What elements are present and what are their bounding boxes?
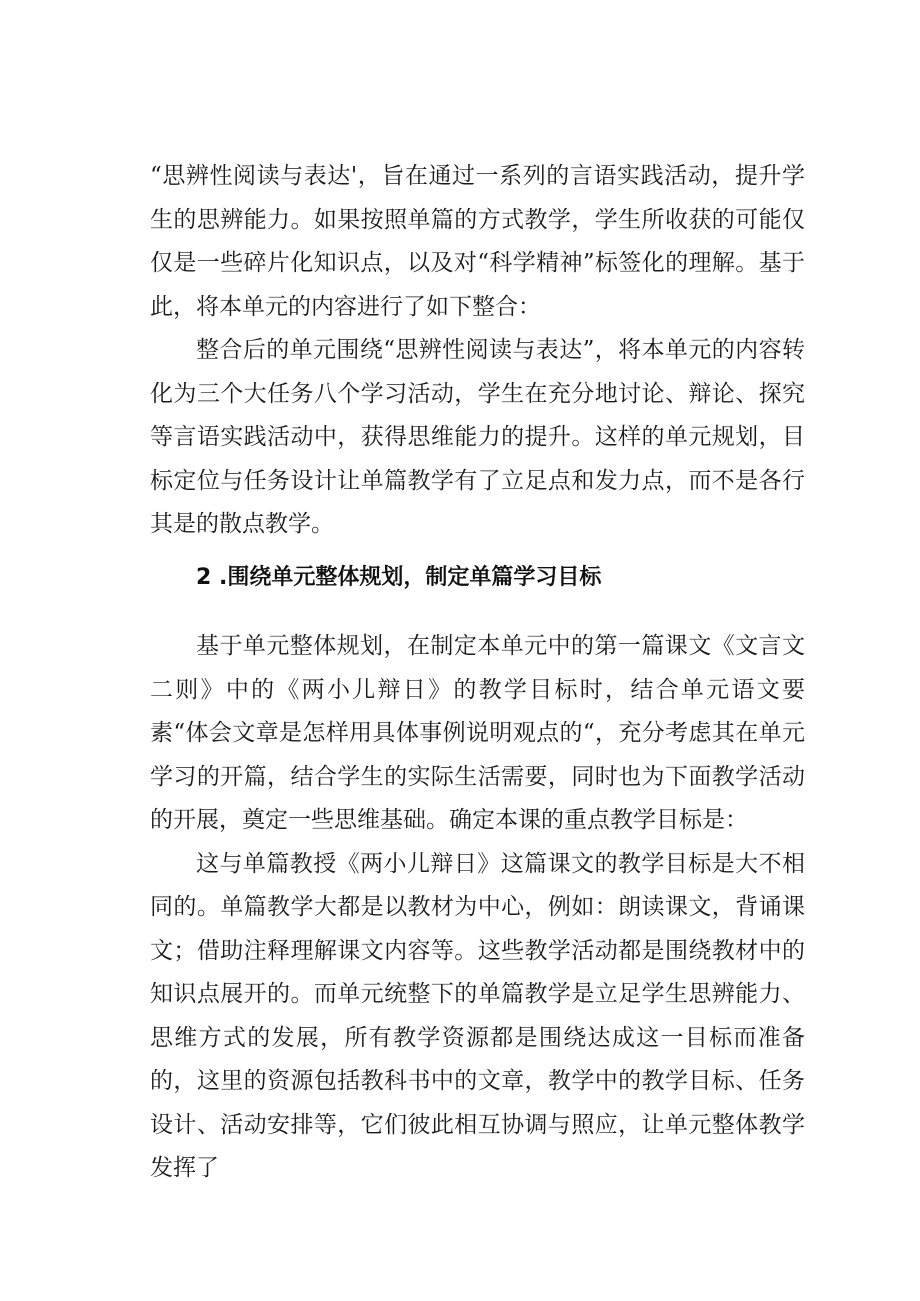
paragraph-3: 基于单元整体规划，在制定本单元中的第一篇课文《文言文二则》中的《两小儿辩日》的教学目标时，结合单元语文要素“体会文章是怎样用具体事例说明观点的“，充分考虑其在单元学习的开篇，结合学生的实际生活需要，同时也为下面教学活动的开展，奠定一些思维基础。确定本课的重点教学目标是： bbox=[150, 633, 805, 833]
paragraph-2: 整合后的单元围绕“思辨性阅读与表达”，将本单元的内容转化为三个大任务八个学习活动，学生在充分地讨论、辩论、探究等言语实践活动中，获得思维能力的提升。这样的单元规划，目标定位与任务设计让单篇教学有了立足点和发力点，而不是各行其是的散点教学。 bbox=[150, 337, 805, 537]
section-heading: 2 .围绕单元整体规划，制定单篇学习目标 bbox=[196, 564, 602, 590]
paragraph-1: “思辨性阅读与表达'，旨在通过一系列的言语实践活动，提升学生的思辨能力。如果按照单篇的方式教学，学生所收获的可能仅仅是一些碎片化知识点，以及对“科学精神”标签化的理解。基于此，将本单元的内容进行了如下整合： bbox=[150, 163, 805, 320]
paragraph-4: 这与单篇教授《两小儿辩日》这篇课文的教学目标是大不相同的。单篇教学大都是以教材为中心，例如：朗读课文，背诵课文；借助注释理解课文内容等。这些教学活动都是围绕教材中的知识点展开的。而单元统整下的单篇教学是立足学生思辨能力、思维方式的发展，所有教学资源都是围绕达成这一目标而准备的，这里的资源包括教科书中的文章，教学中的教学目标、任务设计、活动安排等，它们彼此相互协调与照应，让单元整体教学发挥了 bbox=[150, 850, 805, 1181]
document-body bbox=[150, 155, 805, 1191]
